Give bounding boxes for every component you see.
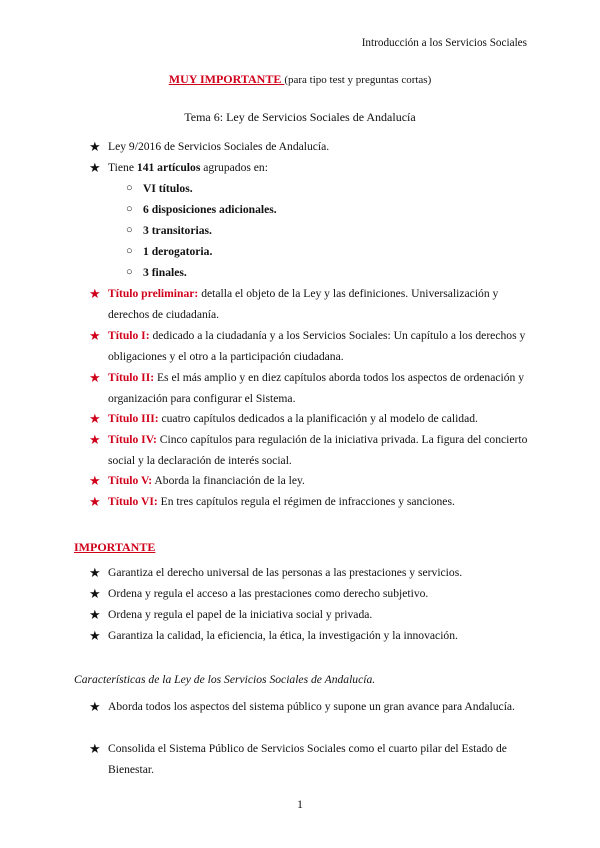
titulo-item [108,408,528,429]
circle-bullet-icon: ○ [126,203,133,215]
star-bullet-icon: ★ [89,139,101,154]
star-bullet-icon: ★ [89,699,101,714]
titulo-text: Es el más amplio y en diez capítulos aborda todos los aspectos de ordenación y organización para configurar el Sistema. [108,371,525,405]
list-item-text: Tiene [108,161,137,174]
star-bullet-icon: ★ [89,411,101,426]
circle-bullet-icon: ○ [126,266,133,278]
page-number: 1 [297,797,303,811]
star-bullet-icon: ★ [89,565,101,580]
titulo-text: Cinco capítulos para regulación de la iniciativa privada. La figura del concierto social y la declaración de interés social. [108,433,528,467]
sub-list-item: 1 derogatoria. [143,245,213,258]
list-item: Garantiza el derecho universal de las personas a las prestaciones y servicios. [108,566,463,579]
titulo-text: cuatro capítulos dedicados a la planificación y al modelo de calidad. [158,412,478,425]
titulo-label: Título VI: [108,495,158,508]
star-bullet-icon: ★ [89,494,101,509]
circle-bullet-icon: ○ [126,182,133,194]
star-bullet-icon: ★ [89,328,101,343]
titulo-text: En tres capítulos regula el régimen de infracciones y sanciones. [157,495,455,508]
list-item [108,157,528,178]
sub-list-item: 3 finales. [143,266,187,279]
circle-bullet-icon: ○ [126,224,133,236]
list-item: Ordena y regula el acceso a las prestaciones como derecho subjetivo. [108,587,429,600]
alert-note: (para tipo test y preguntas cortas) [284,74,432,86]
titulo-item [108,325,528,367]
title-line [0,72,600,87]
list-item: Ley 9/2016 de Servicios Sociales de Andalucía. [108,140,330,153]
titulo-text: detalla el objeto de la Ley y las definiciones. Universalización y derechos de ciudadanía. [108,287,499,321]
star-bullet-icon: ★ [89,286,101,301]
running-header: Introducción a los Servicios Sociales [361,37,527,49]
titulo-item [108,491,528,512]
titulo-label: Título preliminar: [108,287,199,300]
list-item-text: agrupados en: [200,161,268,174]
star-bullet-icon: ★ [89,607,101,622]
characteristics-heading: Características de la Ley de los Servicios Sociales de Andalucía. [74,673,376,686]
titulo-item [108,367,528,409]
titulo-label: Título III: [108,412,159,425]
sub-list-item: 6 disposiciones adicionales. [143,203,277,216]
star-bullet-icon: ★ [89,370,101,385]
titulo-text: Aborda la financiación de la ley. [152,474,305,487]
star-bullet-icon: ★ [89,628,101,643]
list-item: Garantiza la calidad, la eficiencia, la ética, la investigación y la innovación. [108,629,458,642]
sub-list-item: VI títulos. [143,182,193,195]
titulo-label: Título V: [108,474,153,487]
titulo-label: Título I: [108,329,150,342]
titulo-item [108,470,528,491]
titulo-text: dedicado a la ciudadanía y a los Servicios Sociales: Un capítulo a los derechos y obligaciones y el otro a la participación ciudadana. [108,329,526,363]
titulo-label: Título IV: [108,433,157,446]
star-bullet-icon: ★ [89,586,101,601]
circle-bullet-icon: ○ [126,245,133,257]
article-count: 141 artículos [136,161,201,174]
star-bullet-icon: ★ [89,741,101,756]
list-item: Aborda todos los aspectos del sistema público y supone un gran avance para Andalucía. [108,700,515,713]
document-subtitle: Tema 6: Ley de Servicios Sociales de Andalucía [184,110,416,124]
sub-list-item: 3 transitorias. [143,224,212,237]
titulo-item [108,429,528,471]
alert-label: MUY IMPORTANTE [168,72,285,86]
list-item: Consolida el Sistema Público de Servicios Sociales como el cuarto pilar del Estado de Bienestar. [108,742,507,776]
list-item: Ordena y regula el papel de la iniciativa social y privada. [108,608,373,621]
titulo-item [108,283,528,325]
star-bullet-icon: ★ [89,473,101,488]
star-bullet-icon: ★ [89,432,101,447]
titulo-label: Título II: [108,371,155,384]
star-bullet-icon: ★ [89,160,101,175]
important-heading: IMPORTANTE [74,540,156,554]
